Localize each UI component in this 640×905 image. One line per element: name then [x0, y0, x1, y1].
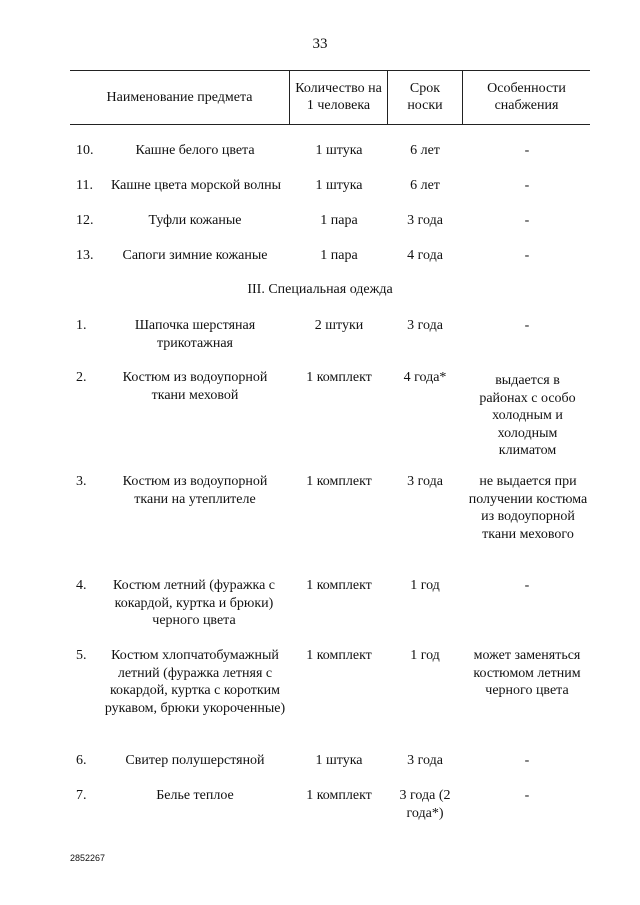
item-qty: 1 комплект — [306, 578, 372, 593]
item-name: Костюм из водоупорной ткани на утеплителе — [122, 474, 268, 507]
table-header-bottom-line — [70, 124, 590, 125]
item-term: 3 года — [407, 753, 443, 768]
item-term: 1 год — [410, 648, 440, 663]
row-number: 3. — [76, 474, 87, 489]
item-term: 6 лет — [410, 143, 440, 158]
item-qty: 2 штуки — [314, 318, 364, 333]
item-name: Костюм хлопчатобумажный летний (фуражка летняя с кокардой, куртка с коротким рукавом, брюки укороченные) — [104, 648, 286, 716]
row-number: 5. — [76, 648, 87, 663]
item-term: 3 года — [407, 318, 443, 333]
row-number: 10. — [76, 143, 94, 158]
item-qty: 1 пара — [320, 248, 358, 263]
item-term: 4 года — [407, 248, 443, 263]
item-term: 4 года* — [403, 370, 447, 385]
row-number: 1. — [76, 318, 87, 333]
item-note: - — [524, 578, 530, 593]
item-name: Костюм из водоупорной ткани меховой — [122, 370, 268, 403]
header-notes: Особенности снабжения — [487, 81, 566, 113]
item-name: Кашне цвета морской волны — [111, 178, 281, 193]
item-term: 3 года — [407, 474, 443, 489]
item-name: Сапоги зимние кожаные — [122, 248, 268, 263]
item-name: Туфли кожаные — [148, 213, 242, 228]
header-term: Срок носки — [407, 81, 443, 113]
item-note: - — [524, 143, 530, 158]
row-number: 11. — [76, 178, 93, 193]
row-number: 13. — [76, 248, 94, 263]
item-qty: 1 штука — [315, 178, 363, 193]
footer-code: 2852267 — [70, 853, 106, 863]
row-number: 6. — [76, 753, 87, 768]
row-number: 4. — [76, 578, 87, 593]
item-qty: 1 комплект — [306, 788, 372, 803]
header-qty: Количество на 1 человека — [295, 81, 382, 113]
item-qty: 1 комплект — [306, 648, 372, 663]
row-number: 2. — [76, 370, 87, 385]
item-note: - — [524, 753, 530, 768]
item-qty: 1 штука — [315, 143, 363, 158]
section-title: III. Специальная одежда — [247, 282, 393, 297]
row-number: 12. — [76, 213, 94, 228]
item-name: Кашне белого цвета — [135, 143, 255, 158]
item-note: выдается в районах с особо холодным и холодным климатом — [479, 373, 576, 458]
item-qty: 1 комплект — [306, 474, 372, 489]
item-note: - — [524, 788, 530, 803]
item-qty: 1 пара — [320, 213, 358, 228]
item-name: Свитер полушерстяной — [125, 753, 265, 768]
item-name: Белье теплое — [156, 788, 234, 803]
item-qty: 1 штука — [315, 753, 363, 768]
item-term: 3 года — [407, 213, 443, 228]
item-note: - — [524, 318, 530, 333]
page-number: 33 — [312, 36, 328, 52]
item-note: - — [524, 178, 530, 193]
item-name: Шапочка шерстяная трикотажная — [134, 318, 256, 351]
item-note: не выдается при получении костюма из водоупорной ткани мехового — [468, 474, 588, 542]
item-term: 1 год — [410, 578, 440, 593]
item-note: может заменяться костюмом летним черного цвета — [473, 648, 581, 698]
item-note: - — [524, 213, 530, 228]
item-term: 3 года (2 года*) — [399, 788, 451, 821]
item-term: 6 лет — [410, 178, 440, 193]
item-name: Костюм летний (фуражка с кокардой, куртка и брюки) черного цвета — [112, 578, 276, 628]
header-name: Наименование предмета — [106, 89, 253, 105]
row-number: 7. — [76, 788, 87, 803]
item-note: - — [524, 248, 530, 263]
item-qty: 1 комплект — [306, 370, 372, 385]
